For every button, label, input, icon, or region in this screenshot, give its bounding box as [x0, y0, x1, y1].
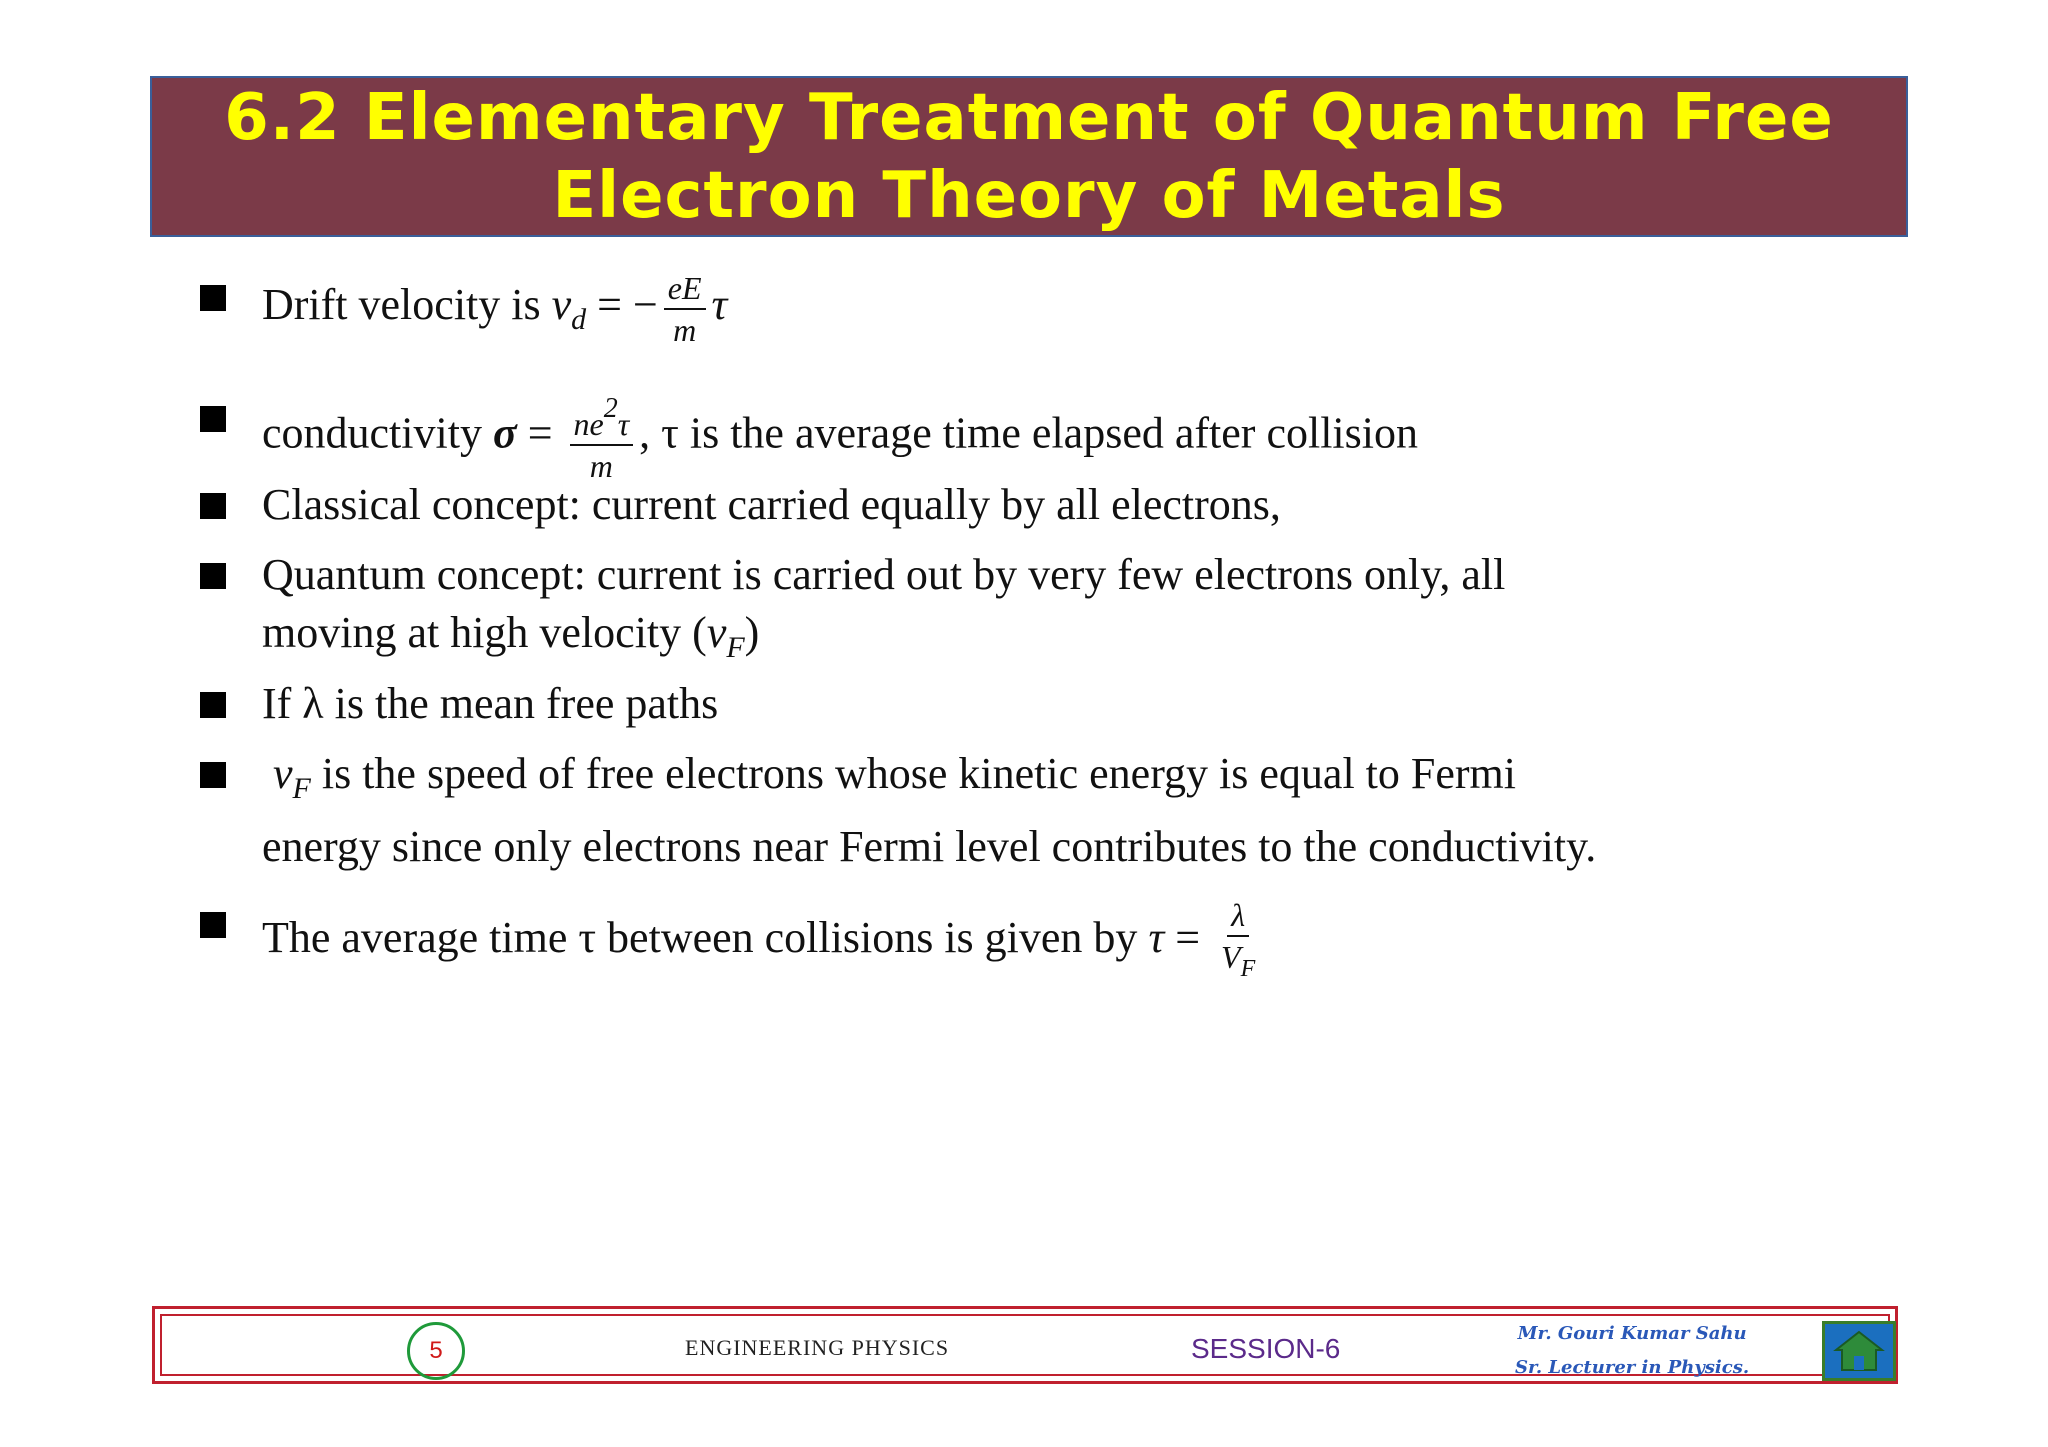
- home-icon: [1832, 1328, 1886, 1374]
- math-sub: F: [726, 631, 745, 664]
- bullet-quantum-concept: [200, 546, 1505, 677]
- bullet-text: , τ is the average time elapsed after collision: [639, 408, 1419, 458]
- bullet-average-time: [200, 895, 1265, 989]
- bullet-square-icon: [200, 762, 226, 788]
- math-var: V: [1221, 939, 1241, 975]
- course-name: ENGINEERING PHYSICS: [685, 1335, 950, 1360]
- home-button[interactable]: [1822, 1321, 1896, 1381]
- math-var: v: [551, 280, 572, 330]
- bullet-square-icon: [200, 285, 226, 311]
- math-var: τ: [711, 280, 728, 330]
- fraction-denominator: [1217, 937, 1259, 989]
- math-eq: =: [516, 408, 564, 458]
- fraction-numerator: [570, 389, 634, 446]
- math-sub: F: [292, 772, 311, 805]
- bullet-drift-velocity: [200, 268, 727, 350]
- math-sigma: σ: [492, 408, 517, 458]
- math-var: v: [706, 608, 727, 657]
- slide-footer: [152, 1306, 1898, 1384]
- bullet-text: If λ is the mean free paths: [262, 679, 719, 728]
- fraction: [664, 268, 706, 350]
- fraction: [570, 389, 634, 486]
- bullet-square-icon: [200, 563, 226, 589]
- math-eq: = −: [586, 280, 658, 330]
- bullet-text: conductivity: [262, 408, 493, 458]
- page-number-badge: 5: [407, 1322, 465, 1380]
- bullet-conductivity: [200, 389, 1418, 486]
- bullet-text-line-1: [262, 745, 1596, 818]
- math-sub: d: [571, 303, 587, 337]
- bullet-square-icon: [200, 406, 226, 432]
- bullet-text: The average time τ between collisions is given by: [262, 913, 1149, 963]
- numerator-part: ne: [573, 406, 604, 442]
- slide-title-line-1: 6.2 Elementary Treatment of Quantum Free: [224, 80, 1834, 155]
- numerator-exponent: 2: [603, 393, 618, 424]
- bullet-text-line-2: [262, 604, 1505, 677]
- author-title: Sr. Lecturer in Physics.: [1515, 1357, 1750, 1378]
- bullet-text: ): [744, 608, 760, 657]
- math-sub: F: [1240, 956, 1256, 982]
- bullet-text: is the speed of free electrons whose kinetic energy is equal to Fermi: [310, 749, 1517, 798]
- bullet-square-icon: [200, 912, 226, 938]
- fraction-denominator: m: [673, 312, 697, 348]
- fraction: [1217, 895, 1259, 989]
- bullet-text: moving at high velocity (: [262, 608, 707, 657]
- math-var: v: [273, 749, 293, 798]
- bullet-square-icon: [200, 493, 226, 519]
- fraction-numerator: eE: [664, 268, 706, 310]
- bullet-text-line-2: energy since only electrons near Fermi level contributes to the conductivity.: [262, 822, 1597, 871]
- author-block: [1515, 1317, 1749, 1385]
- bullet-mean-free-path: [200, 675, 718, 733]
- math-var: τ: [1148, 913, 1165, 963]
- bullet-text-line-1: Quantum concept: current is carried out by very few electrons only, all: [262, 550, 1506, 599]
- bullet-text: Classical concept: current carried equally by all electrons,: [262, 480, 1281, 529]
- numerator-part: τ: [617, 406, 630, 442]
- fraction-numerator: λ: [1227, 895, 1249, 937]
- bullet-classical-concept: [200, 476, 1281, 534]
- author-name: Mr. Gouri Kumar Sahu: [1517, 1323, 1747, 1344]
- slide-title-line-2: Electron Theory of Metals: [552, 158, 1506, 233]
- bullet-fermi-speed: [200, 745, 1596, 876]
- session-label: SESSION-6: [1191, 1333, 1341, 1364]
- math-eq: =: [1164, 913, 1212, 963]
- fraction-denominator: m: [589, 448, 613, 484]
- bullet-text: Drift velocity is: [262, 280, 552, 330]
- bullet-square-icon: [200, 692, 226, 718]
